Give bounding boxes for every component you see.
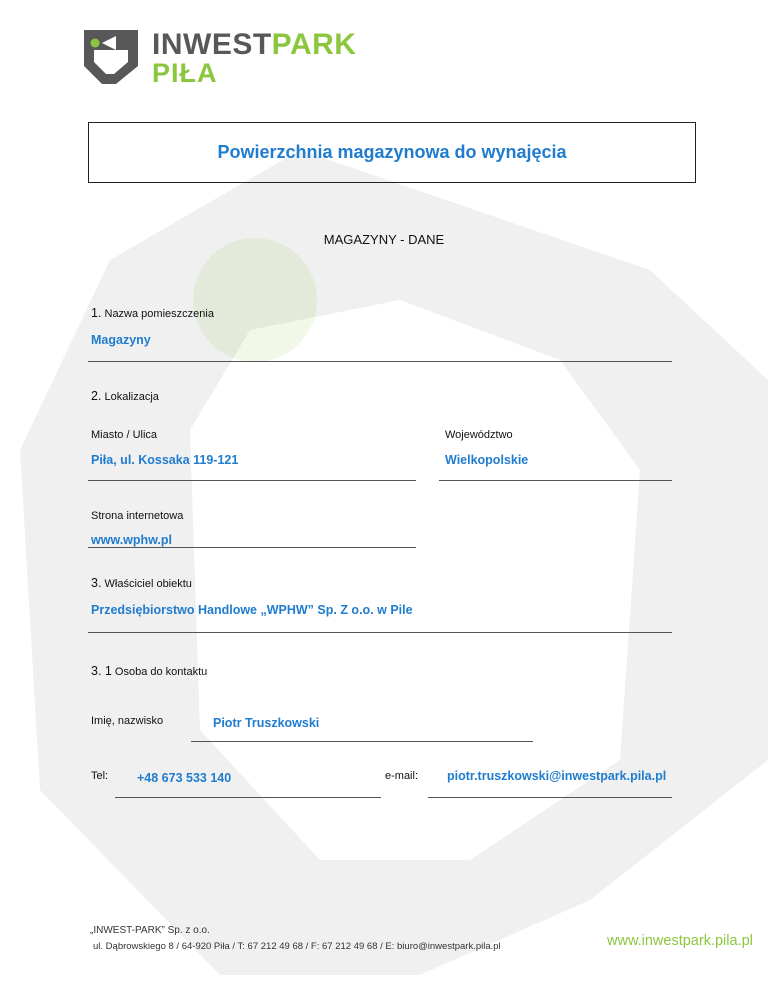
email-label: e-mail: (385, 770, 419, 782)
section2-heading (91, 389, 159, 403)
section3-label: Właściciel obiektu (104, 578, 192, 590)
logo-wordmark-line2: PIŁA (152, 58, 218, 88)
room-name-value: Magazyny (91, 333, 151, 347)
city-underline (88, 480, 416, 481)
logo-word-park: PARK (271, 28, 357, 61)
logo-word-inwest: INWEST (152, 28, 272, 61)
contact-name-underline (191, 741, 533, 742)
owner-underline (88, 632, 672, 633)
footer-address: ul. Dąbrowskiego 8 / 64-920 Piła / T: 67 212 49 68 / F: 67 212 49 68 / E: biuro@inwestpark.pila.pl (93, 941, 501, 952)
section1-number: 1. (91, 306, 102, 320)
section3-heading (91, 576, 192, 590)
section31-label: Osoba do kontaktu (114, 666, 208, 678)
contact-name-value: Piotr Truszkowski (213, 716, 320, 730)
inwestpark-logo-icon (78, 26, 144, 88)
website-label: Strona internetowa (91, 510, 184, 522)
section31-heading (91, 664, 207, 678)
voivodeship-value: Wielkopolskie (445, 453, 529, 467)
page-title: Powierzchnia magazynowa do wynajęcia (217, 142, 567, 162)
room-name-underline (88, 361, 672, 362)
city-label: Miasto / Ulica (91, 429, 158, 441)
title-box (88, 122, 696, 183)
section3-number: 3. (91, 576, 102, 590)
voivodeship-label: Województwo (445, 429, 513, 441)
website-underline (88, 547, 416, 548)
tel-value: +48 673 533 140 (137, 771, 232, 785)
owner-value: Przedsiębiorstwo Handlowe „WPHW” Sp. Z o.o. w Pile (91, 603, 413, 617)
footer-website: www.inwestpark.pila.pl (607, 933, 753, 949)
subtitle: MAGAZYNY - DANE (323, 232, 445, 247)
tel-label: Tel: (91, 770, 109, 782)
contact-name-label: Imię, nazwisko (91, 715, 164, 727)
tel-underline (115, 797, 381, 798)
section2-label: Lokalizacja (104, 391, 159, 403)
voivodeship-underline (439, 480, 672, 481)
section1-label: Nazwa pomieszczenia (104, 308, 214, 320)
email-underline (428, 797, 672, 798)
section31-number: 3. 1 (91, 664, 112, 678)
section1-heading (91, 306, 214, 320)
section2-number: 2. (91, 389, 102, 403)
logo-wordmark-line1 (152, 30, 356, 60)
city-value: Piła, ul. Kossaka 119-121 (91, 453, 239, 467)
website-value: www.wphw.pl (91, 533, 173, 547)
footer-company: „INWEST-PARK” Sp. z o.o. (90, 925, 210, 936)
email-value: piotr.truszkowski@inwestpark.pila.pl (447, 769, 667, 783)
